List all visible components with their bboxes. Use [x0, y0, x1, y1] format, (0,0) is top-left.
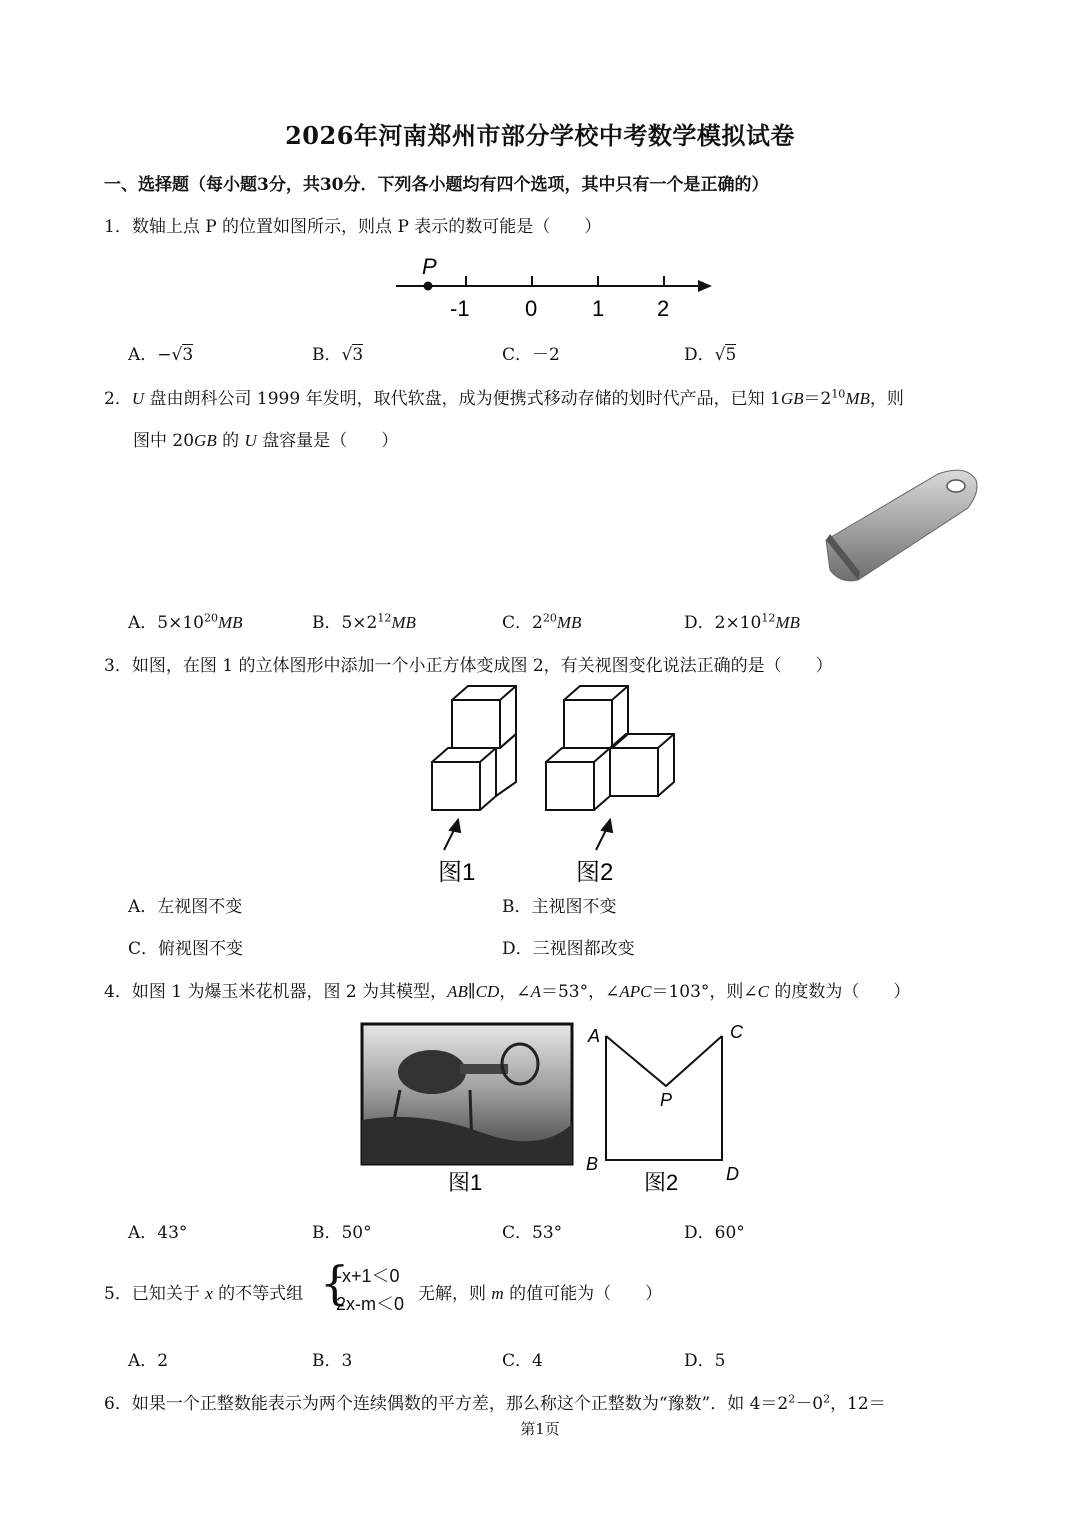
cube-views-figure — [420, 680, 700, 890]
number-line-figure — [390, 252, 720, 324]
question-2-stem-line2: 图中 20GB 的 U 盘容量是（ ） — [133, 431, 399, 451]
section-heading: 一、选择题（每小题3分，共30分．下列各小题均有四个选项，其中只有一个是正确的） — [104, 175, 769, 195]
label-c: C — [730, 1022, 743, 1042]
figure-1-caption: 图1 — [438, 859, 476, 886]
q3-option-a[interactable]: A．左视图不变 — [128, 897, 243, 917]
q4-option-d[interactable]: D．60° — [684, 1223, 745, 1243]
q2-option-a[interactable]: A．$5\times 10^{20}MB$ — [128, 611, 243, 633]
question-6-stem: 6．如果一个正整数能表示为两个连续偶数的平方差，那么称这个正整数为“豫数”．如 $4=2^2-0^2$，12＝ — [104, 1392, 886, 1414]
label-p: P — [660, 1090, 673, 1110]
machine-photo — [362, 1024, 572, 1164]
q4-option-b[interactable]: B．50° — [312, 1223, 372, 1243]
q1-option-c[interactable]: C．－2 — [502, 345, 560, 365]
label-d: D — [726, 1164, 739, 1184]
inequality-system — [336, 1262, 404, 1318]
q3-option-c[interactable]: C．俯视图不变 — [128, 939, 244, 959]
q3-option-b[interactable]: B．主视图不变 — [502, 897, 617, 917]
question-4-stem: 4．如图 1 为爆玉米花机器，图 2 为其模型，AB∥CD，∠A＝53°，∠APC＝103°，则∠C 的度数为（ ） — [104, 982, 911, 1002]
inequality-1: -x+1＜0 — [336, 1266, 400, 1286]
question-5-stem-a: 5．已知关于 x 的不等式组 — [104, 1284, 304, 1304]
inequality-2: 2x-m＜0 — [336, 1294, 405, 1314]
usb-drive-image — [816, 464, 984, 588]
q1-option-d[interactable]: D．√5 — [684, 345, 737, 365]
tick-label: 1 — [592, 296, 605, 321]
label-a: A — [588, 1026, 601, 1046]
popcorn-machine-figure — [360, 1020, 760, 1200]
figure-1-cubes — [432, 686, 516, 810]
q4-option-c[interactable]: C．53° — [502, 1223, 563, 1243]
number-line-arrow — [698, 280, 712, 292]
figure-2-cubes — [546, 686, 674, 810]
q5-option-c[interactable]: C．4 — [502, 1351, 543, 1371]
question-3-stem: 3．如图，在图 1 的立体图形中添加一个小正方体变成图 2，有关视图变化说法正确的是（ ） — [104, 656, 833, 676]
figure-2-caption: 图2 — [644, 1170, 679, 1195]
question-5-stem-b: 无解，则 m 的值可能为（ ） — [418, 1284, 663, 1304]
figure-2-caption: 图2 — [576, 859, 614, 886]
q5-option-a[interactable]: A．2 — [128, 1351, 169, 1371]
q1-option-a[interactable]: A．−√3 — [128, 345, 194, 365]
tick-label: 2 — [657, 296, 670, 321]
q5-option-b[interactable]: B．3 — [312, 1351, 353, 1371]
geometry-model — [586, 1022, 744, 1195]
question-1-stem: 1．数轴上点 P 的位置如图所示，则点 P 表示的数可能是（ ） — [104, 217, 602, 237]
page-number: 第1页 — [520, 1420, 560, 1438]
point-p-label: P — [422, 254, 437, 279]
inequality-brace: { — [320, 1256, 350, 1310]
figure-1-caption: 图1 — [448, 1170, 483, 1195]
q2-option-c[interactable]: C．$2^{20}MB$ — [502, 611, 582, 633]
tick-label: 0 — [525, 296, 538, 321]
view-arrows — [444, 820, 612, 850]
q2-option-d[interactable]: D．$2\times 10^{12}MB$ — [684, 611, 800, 633]
q4-option-a[interactable]: A．43° — [128, 1223, 188, 1243]
q1-option-b[interactable]: B．√3 — [312, 345, 364, 365]
q2-option-b[interactable]: B．$5\times 2^{12}MB$ — [312, 611, 416, 633]
tick-label: -1 — [450, 296, 470, 321]
q3-option-d[interactable]: D．三视图都改变 — [502, 939, 635, 959]
q5-option-d[interactable]: D．5 — [684, 1351, 726, 1371]
question-2-stem-line1: 2．U 盘由朗科公司 1999 年发明，取代软盘，成为便携式移动存储的划时代产品，已知 $1GB=2^{10}MB$，则 — [104, 387, 904, 409]
page-title: 2026年河南郑州市部分学校中考数学模拟试卷 — [285, 121, 795, 150]
point-p — [424, 282, 433, 291]
label-b: B — [586, 1154, 599, 1174]
